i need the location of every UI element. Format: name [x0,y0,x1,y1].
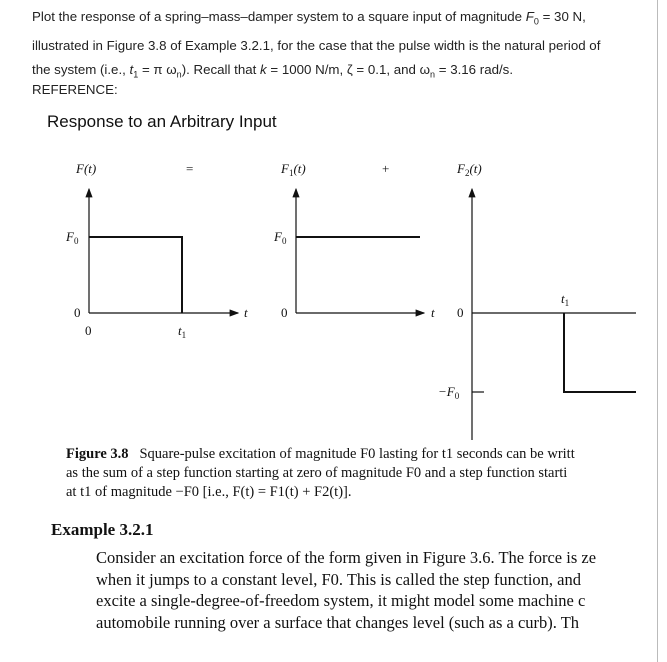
text: = 3.16 rad/s. [435,61,514,77]
paragraph-line: when it jumps to a constant level, F0. This is called the step function, and [96,569,581,589]
caption-title: Figure 3.8 [66,446,129,462]
label-t: t [244,305,248,320]
label-plus: + [382,161,390,176]
label-neg-F0: $-F_0$ [438,384,460,401]
text: = 30 N, [538,9,586,24]
paragraph-line: Consider an excitation force of the form given in Figure 3.6. The force is ze [96,548,597,567]
label-F0: $F_0$ [274,229,287,246]
text: ). Recall that [181,61,261,77]
caption-text: Square-pulse excitation of magnitude F0 lasting for t1 seconds can be writt [139,446,575,462]
text: = 1000 N/m, ζ = 0.1, and ω [266,61,431,77]
label-zero: 0 [457,305,464,320]
label-t1: $t_1$ [561,291,570,308]
label-equals: = [186,161,194,176]
text: Plot the response of a spring–mass–damper system to a square input of magnitude [32,9,526,24]
text: illustrated in Figure 3.8 of Example 3.2.1, for the case that the pulse width is the natural period of [32,38,601,54]
panel-border [657,0,658,662]
label-F0: $F_0$ [66,229,79,246]
label-F2: $F_2(t)$ [457,161,482,178]
example-paragraph [96,547,596,633]
reference-label: REFERENCE: [32,82,118,97]
caption-text: as the sum of a step function starting at zero of magnitude F0 and a step function starti [66,465,568,481]
reference-excerpt [0,140,636,662]
label-zero: 0 [281,305,288,320]
figure-caption [66,445,636,502]
plot3-step [564,313,636,392]
label-F: F(t) [76,161,97,176]
paragraph-line: automobile running over a surface that changes level (such as a curb). Th [96,612,580,632]
plot1-pulse [89,237,182,313]
label-zero: 0 [74,305,81,320]
label-t: t [431,305,435,320]
label-zero: 0 [85,323,92,338]
text: = π ω [138,61,177,77]
figure-3-8 [0,140,636,440]
caption-text: at t1 of magnitude −F0 [i.e., F(t) = F1(t) + F2(t)]. [66,484,352,500]
text: the system (i.e., [32,61,130,77]
label-t1: $t_1$ [178,323,187,340]
problem-statement: Plot the response of a spring–mass–damper system to a square input of magnitude $F_0 = 30$ N, illustrated in Figure 3.8 of Example 3.2.1, for the case that the pulse width is the natural period of the system (i.e., $t_1 = \pi$ $\omega_n$). Recall that k = 1000 N/m, ζ = 0.1, and $\omega_n = 3.16$ rad/s. [32,5,652,87]
example-title: Example 3.2.1 [51,520,154,539]
label-F1: $F_1(t)$ [281,161,306,178]
paragraph-line: excite a single-degree-of-freedom system, it might model some machine c [96,591,586,610]
section-heading: Response to an Arbitrary Input [47,112,277,131]
